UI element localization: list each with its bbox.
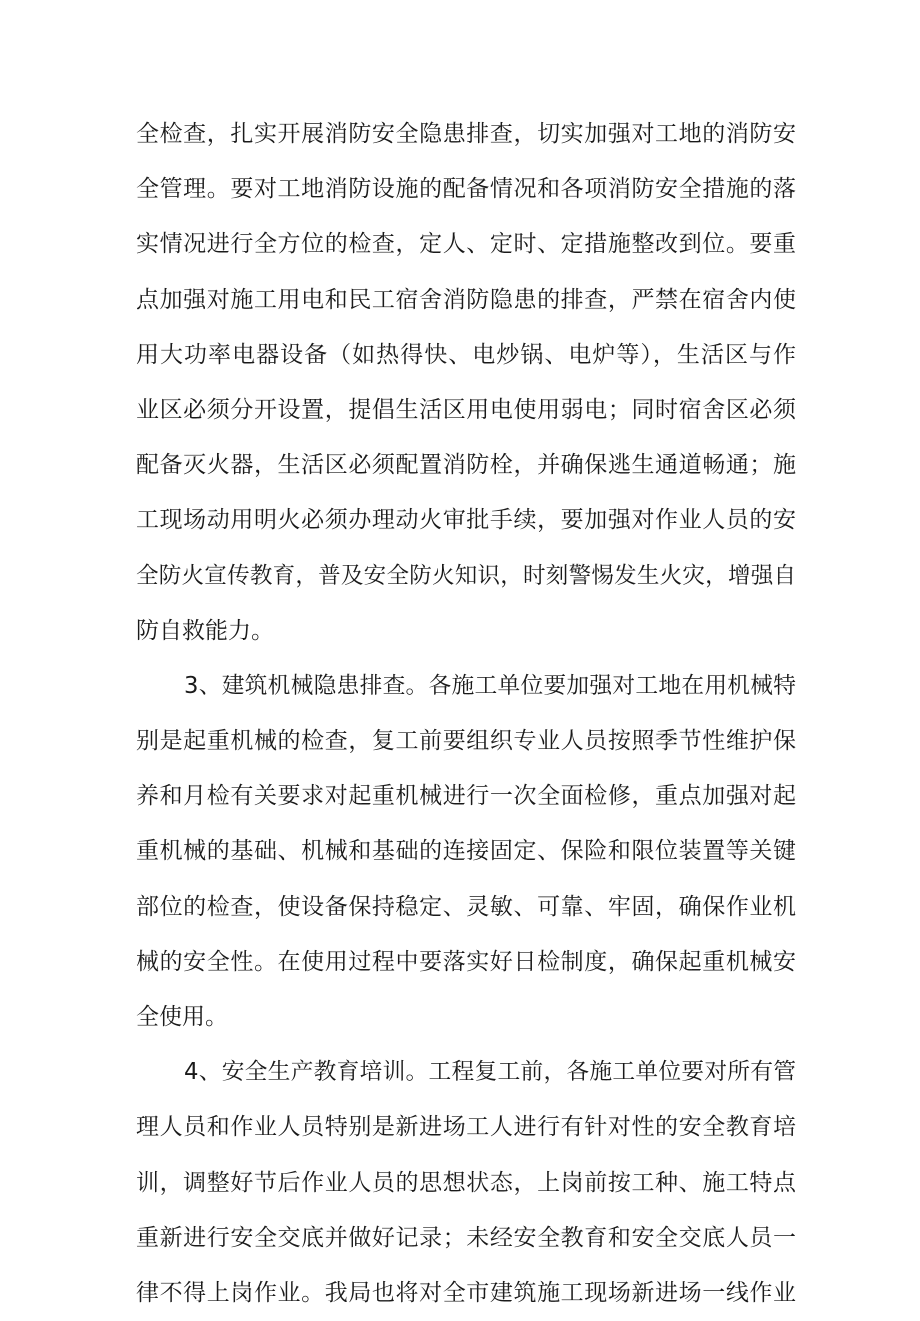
text-line: 部位的检查，使设备保持稳定、灵敏、可靠、牢固，确保作业机: [136, 893, 796, 920]
text-line: 全防火宣传教育，普及安全防火知识，时刻警惕发生火灾，增强自: [136, 562, 796, 589]
text-line: 配备灭火器，生活区必须配置消防栓，并确保逃生通道畅通；施: [136, 452, 796, 479]
text-line: 工现场动用明火必须办理动火审批手续，要加强对作业人员的安: [136, 507, 796, 534]
body-text: [136, 107, 796, 1321]
text-line: 实情况进行全方位的检查，定人、定时、定措施整改到位。要重: [136, 231, 796, 258]
text-line: 全使用。: [136, 1004, 228, 1030]
text-line: 全管理。要对工地消防设施的配备情况和各项消防安全措施的落: [136, 176, 796, 203]
text-line: 重机械的基础、机械和基础的连接固定、保险和限位装置等关键: [136, 838, 796, 865]
text-line: 养和月检有关要求对起重机械进行一次全面检修，重点加强对起: [136, 783, 796, 810]
text-line: 点加强对施工用电和民工宿舍消防隐患的排查，严禁在宿舍内使: [136, 286, 796, 313]
text-line: 防自救能力。: [136, 617, 274, 644]
text-line: 用大功率电器设备（如热得快、电炒锅、电炉等），生活区与作: [136, 341, 796, 368]
text-line: 理人员和作业人员特别是新进场工人进行有针对性的安全教育培: [136, 1114, 796, 1141]
text-line: 律不得上岗作业。我局也将对全市建筑施工现场新进场一线作业: [136, 1279, 796, 1306]
text-line: 训，调整好节后作业人员的思想状态，上岗前按工种、施工特点: [136, 1169, 796, 1196]
section-heading-line: 3、建筑机械隐患排查。各施工单位要加强对工地在用机械特: [184, 672, 796, 699]
text-line: 业区必须分开设置，提倡生活区用电使用弱电；同时宿舍区必须: [136, 396, 796, 423]
text-line: 全检查，扎实开展消防安全隐患排查，切实加强对工地的消防安: [136, 121, 796, 147]
text-line: 械的安全性。在使用过程中要落实好日检制度，确保起重机械安: [136, 948, 796, 975]
text-line: 别是起重机械的检查，复工前要组织专业人员按照季节性维护保: [136, 728, 796, 755]
text-line: 重新进行安全交底并做好记录；未经安全教育和安全交底人员一: [136, 1224, 796, 1251]
section-heading-line: 4、安全生产教育培训。工程复工前，各施工单位要对所有管: [184, 1059, 796, 1086]
